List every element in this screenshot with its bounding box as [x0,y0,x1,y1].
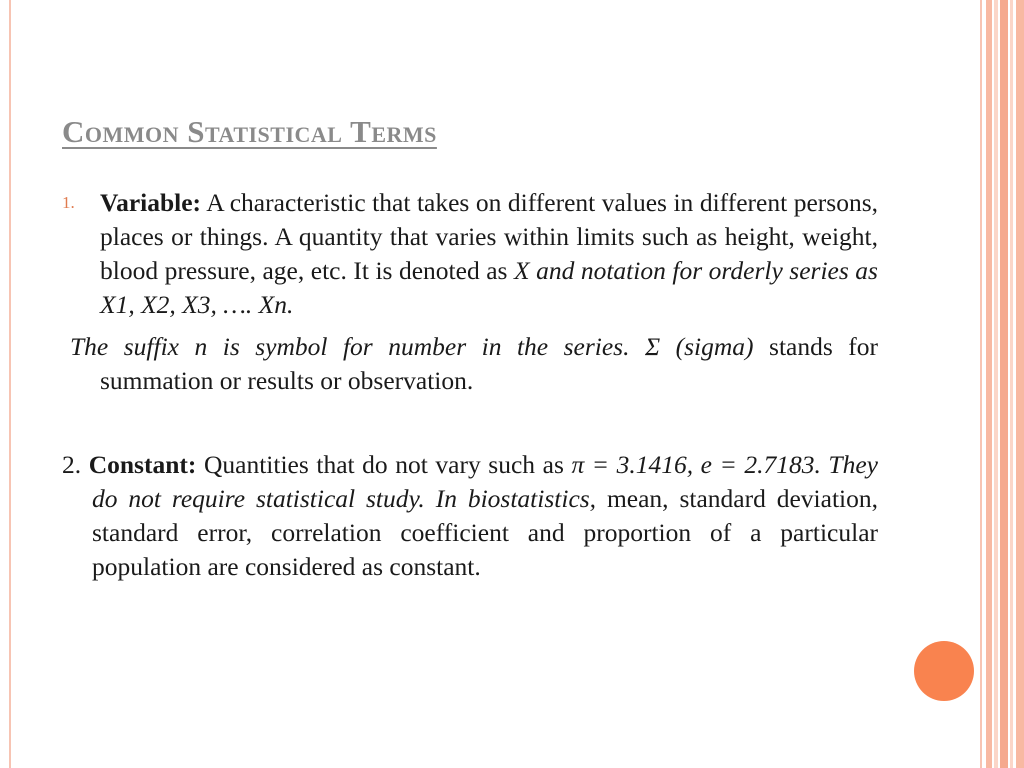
list-item-variable [62,186,878,322]
item-number: 1. [62,193,75,212]
term-variable: Variable: [100,188,202,217]
constant-examples-cont: mean, standard deviation, standard error, correlation coefficient and proportion of a particular population are considered as constant. [92,484,878,581]
constant-examples: π = 3.1416, e = 2.7183. They do not require statistical study. In biostatistics, [92,450,878,513]
suffix-note [62,330,878,398]
decor-stripe [1016,0,1024,768]
decor-stripe [986,0,992,768]
decor-stripe [980,0,982,768]
decor-circle [914,641,974,701]
term-constant: Constant: [88,450,197,479]
decor-stripe [1010,0,1013,768]
item-number: 2. [62,450,89,479]
slide-title: Common Statistical Terms [62,114,437,149]
suffix-note-text: stands for summation or results or observation. [100,332,879,395]
constant-definition: Quantities that do not vary such as [196,450,572,479]
decor-stripe [1000,0,1008,768]
list-item-constant [62,448,878,584]
variable-definition: A characteristic that takes on different values in different persons, places or things. A quantity that varies within limits such as height, weight, blood pressure, age, etc. It is denoted as [100,188,878,285]
left-border-line [9,0,11,768]
variable-notation: X and notation for orderly series as X1, X2, X3, …. Xn. [100,256,878,319]
decor-stripe [994,0,998,768]
suffix-note-italic: The suffix n is symbol for number in the series. Σ (sigma) [70,332,754,361]
slide-body [62,186,878,584]
